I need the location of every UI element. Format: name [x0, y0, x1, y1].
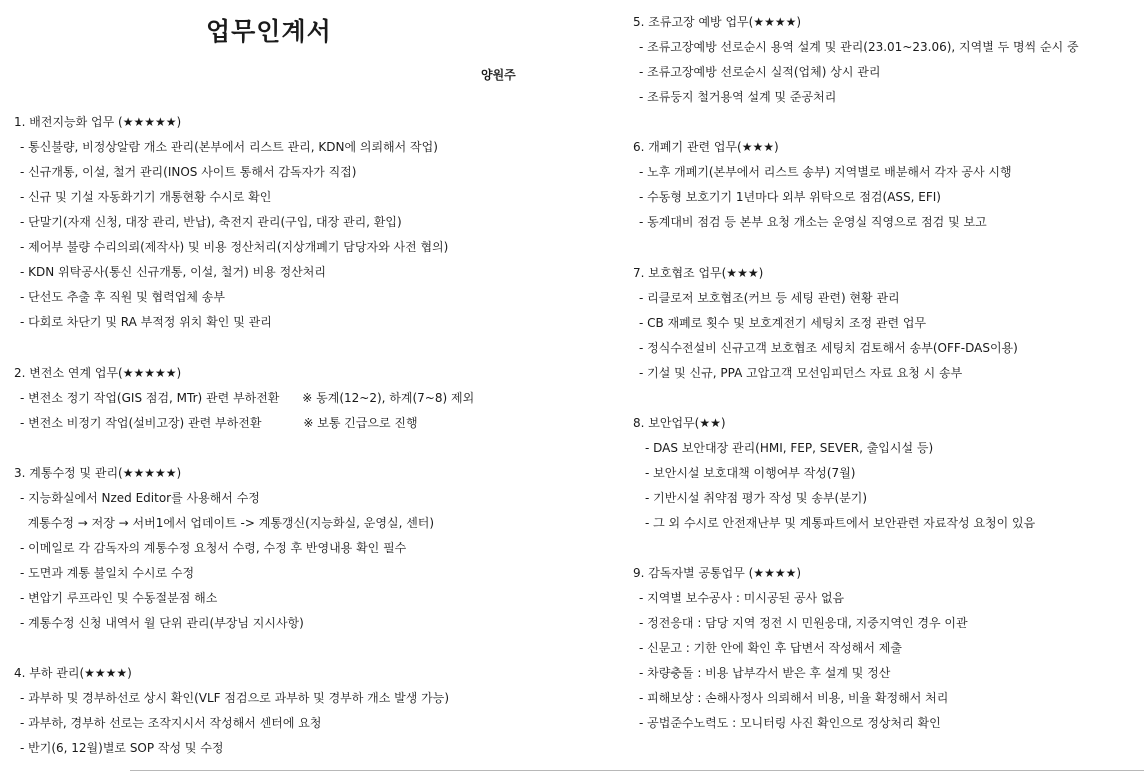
list-item: - 신문고 : 기한 안에 확인 후 답변서 작성해서 제출 [639, 641, 902, 655]
list-item: - 리클로저 보호협조(커브 등 세팅 관련) 현황 관리 [639, 291, 900, 305]
list-item: - 단말기(자재 신청, 대장 관리, 반납), 축전지 관리(구입, 대장 관리, 환입) [20, 215, 402, 229]
list-item: - 기반시설 취약점 평가 작성 및 송부(분기) [645, 491, 868, 505]
section-3 [14, 461, 434, 636]
list-item: - 조류둥지 철거용역 설계 및 준공처리 [639, 90, 837, 104]
list-item: - 신규개통, 이설, 철거 관리(INOS 사이트 통해서 감독자가 직접) [20, 165, 357, 179]
list-item: - 변전소 정기 작업(GIS 점검, MTr) 관련 부하전환 ※ 동계(12~2), 하계(7~8) 제외 [20, 391, 475, 405]
section-heading: 6. 개폐기 관련 업무(★★★) [633, 140, 779, 154]
author-name: 양원주 [481, 68, 516, 82]
list-item: - 조류고장예방 선로순시 실적(업체) 상시 관리 [639, 65, 881, 79]
list-item: - 차량충돌 : 비용 납부각서 받은 후 설계 및 정산 [639, 666, 891, 680]
list-item: - DAS 보안대장 관리(HMI, FEP, SEVER, 출입시설 등) [645, 441, 934, 455]
list-item: - 변압기 루프라인 및 수동절분점 해소 [20, 591, 218, 605]
section-4 [14, 661, 449, 761]
list-item: - 정전응대 : 담당 지역 정전 시 민원응대, 지중지역인 경우 이관 [639, 616, 968, 630]
list-item: - 계통수정 신청 내역서 월 단위 관리(부장님 지시사항) [20, 616, 304, 630]
list-item: - KDN 위탁공사(통신 신규개통, 이설, 철거) 비용 정산처리 [20, 265, 326, 279]
section-5 [633, 10, 1079, 110]
list-item: - 공법준수노력도 : 모니터링 사진 확인으로 정상처리 확인 [639, 716, 941, 730]
section-heading: 8. 보안업무(★★) [633, 416, 726, 430]
section-heading: 9. 감독자별 공통업무 (★★★★) [633, 566, 802, 580]
section-9 [633, 561, 968, 736]
list-item: - 보안시설 보호대책 이행여부 작성(7월) [645, 466, 856, 480]
section-heading: 1. 배전지능화 업무 (★★★★★) [14, 115, 182, 129]
list-item: - 과부하 및 경부하선로 상시 확인(VLF 점검으로 과부하 및 경부하 개소 발생 가능) [20, 691, 450, 705]
section-heading: 2. 변전소 연계 업무(★★★★★) [14, 366, 182, 380]
list-item: - 변전소 비정기 작업(설비고장) 관련 부하전환 ※ 보통 긴급으로 진행 [20, 416, 418, 430]
list-item: - 다회로 차단기 및 RA 부적정 위치 확인 및 관리 [20, 315, 272, 329]
list-item: - 신규 및 기설 자동화기기 개통현황 수시로 확인 [20, 190, 272, 204]
list-item: - 제어부 불량 수리의뢰(제작사) 및 비용 정산처리(지상개폐기 담당자와 사전 협의) [20, 240, 449, 254]
list-item: - 과부하, 경부하 선로는 조작지시서 작성해서 센터에 요청 [20, 716, 322, 730]
list-item: - 그 외 수시로 안전재난부 및 계통파트에서 보안관련 자료작성 요청이 있음 [645, 516, 1036, 530]
list-item: - 통신불량, 비정상알람 개소 관리(본부에서 리스트 관리, KDN에 의뢰해서 작업) [20, 140, 438, 154]
list-item: - 지능화실에서 Nzed Editor를 사용해서 수정 [20, 491, 260, 505]
list-item: 계통수정 → 저장 → 서버1에서 업데이트 -> 계통갱신(지능화실, 운영실, 센터) [20, 516, 435, 530]
section-heading: 5. 조류고장 예방 업무(★★★★) [633, 15, 802, 29]
section-6 [633, 135, 1012, 235]
list-item: - CB 재폐로 횟수 및 보호계전기 세팅치 조정 관련 업무 [639, 316, 927, 330]
list-item: - 피해보상 : 손해사정사 의뢰해서 비용, 비율 확정해서 처리 [639, 691, 949, 705]
section-2 [14, 361, 474, 436]
list-item: - 도면과 계통 불일치 수시로 수정 [20, 566, 195, 580]
list-item: - 단선도 추출 후 직원 및 협력업체 송부 [20, 290, 225, 304]
section-1 [14, 110, 448, 335]
section-7 [633, 261, 1018, 386]
list-item: - 반기(6, 12월)별로 SOP 작성 및 수정 [20, 741, 224, 755]
document-title: 업무인계서 [206, 17, 332, 46]
section-8 [633, 411, 1035, 536]
page-bottom-divider [130, 770, 1144, 771]
section-heading: 4. 부하 관리(★★★★) [14, 666, 132, 680]
section-heading: 7. 보호협조 업무(★★★) [633, 266, 764, 280]
list-item: - 지역별 보수공사 : 미시공된 공사 없음 [639, 591, 845, 605]
section-heading: 3. 계통수정 및 관리(★★★★★) [14, 466, 182, 480]
list-item: - 기설 및 신규, PPA 고압고객 모선임피던스 자료 요청 시 송부 [639, 366, 963, 380]
list-item: - 노후 개폐기(본부에서 리스트 송부) 지역별로 배분해서 각자 공사 시행 [639, 165, 1012, 179]
list-item: - 수동형 보호기기 1년마다 외부 위탁으로 점검(ASS, EFI) [639, 190, 941, 204]
list-item: - 이메일로 각 감독자의 계통수정 요청서 수령, 수정 후 반영내용 확인 필수 [20, 541, 407, 555]
list-item: - 동계대비 점검 등 본부 요청 개소는 운영실 직영으로 점검 및 보고 [639, 215, 987, 229]
list-item: - 정식수전설비 신규고객 보호협조 세팅치 검토해서 송부(OFF-DAS이용) [639, 341, 1018, 355]
list-item: - 조류고장예방 선로순시 용역 설계 및 관리(23.01~23.06), 지역별 두 명씩 순시 중 [639, 40, 1079, 54]
